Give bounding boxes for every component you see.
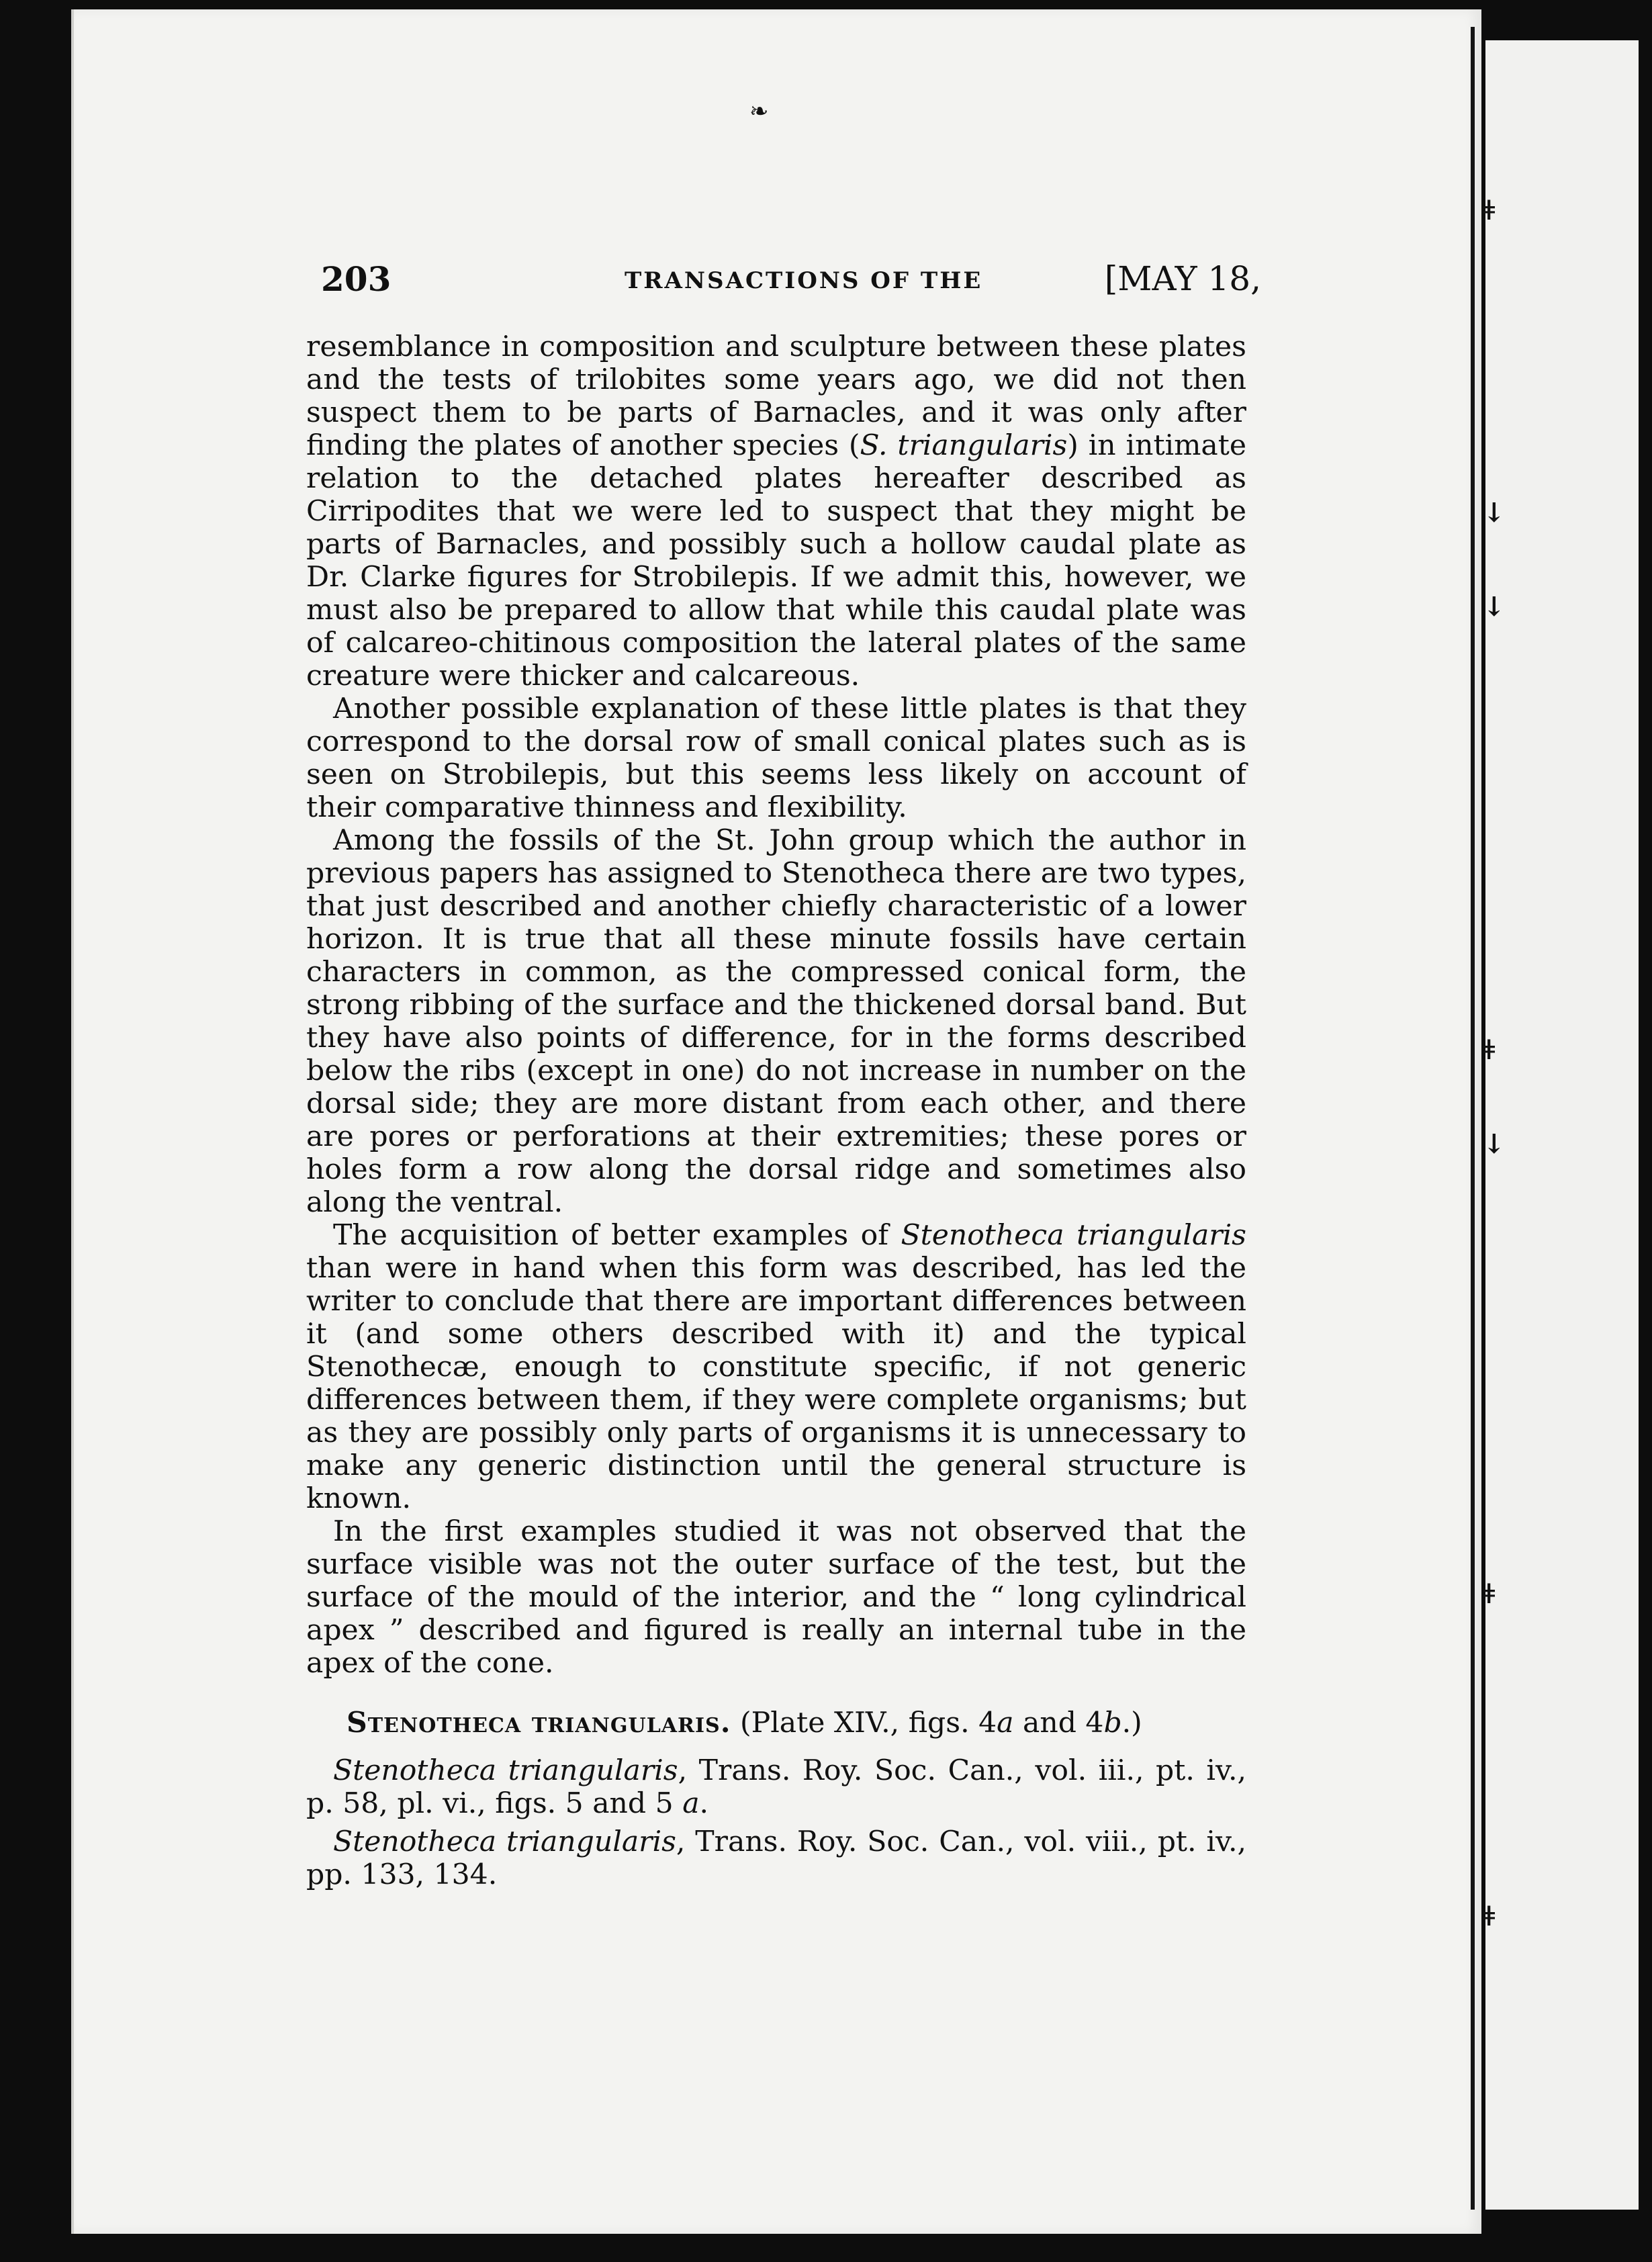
synonymy-entry: Stenotheca triangularis, Trans. Roy. Soc. Can., vol. viii., pt. iv., pp. 133, 134. <box>306 1825 1246 1891</box>
paragraph-5: In the first examples studied it was not observed that the surface visible was not the outer surface of the test, but the surface of the mould of the interior, and the “ long cylindrical apex ” described and figured is really an internal tube in the apex of the cone. <box>306 1515 1246 1680</box>
binding-tick: ↓ <box>1483 591 1506 623</box>
ink-speck: ❧ <box>749 98 769 125</box>
paragraph-2: Another possible explanation of these little plates is that they correspond to the dorsal row of small conical plates such as is seen on Strobilepis, but this seems less likely on account of their comparative thinness and flexibility. <box>306 692 1246 824</box>
running-title: TRANSACTIONS OF THE <box>625 267 983 294</box>
synonymy-entry: Stenotheca triangularis, Trans. Roy. Soc. Can., vol. iii., pt. iv., p. 58, pl. vi., figs. 5 and 5 a. <box>306 1754 1247 1820</box>
paragraph-3: Among the fossils of the St. John group which the author in previous papers has assigned to Stenotheca there are two types, that just described and another chiefly characteristic of a lower horizon. It is true that all these minute fossils have certain characters in common, as the compressed conical form, the strong ribbing of the surface and the thickened dorsal band. But they have also points of difference, for in the forms described below the ribs (except in one) do not increase in number on the dorsal side; they are more distant from each other, and there are pores or perforations at their extremities; these pores or holes form a row along the dorsal ridge and sometimes also along the ventral. <box>306 824 1246 1219</box>
binding-tick: ↓ <box>1483 497 1506 529</box>
binding-tick: ǂ <box>1483 195 1496 226</box>
adjacent-page-edge <box>1485 40 1639 2210</box>
page-number: 203 <box>321 259 392 299</box>
paragraph-4: The acquisition of better examples of Stenotheca triangularis than were in hand when this form was described, has led the writer to conclude that there are important differences between it (and some others described with it) and the typical Stenothecæ, enough to constitute specific, if not generic differences between them, if they were complete organisms; but as they are possibly only parts of organisms it is unnecessary to make any generic distinction until the general structure is known. <box>306 1219 1246 1515</box>
page-header <box>321 259 1261 306</box>
page-fold-shadow <box>1471 27 1475 2210</box>
binding-tick: ↓ <box>1483 1128 1506 1160</box>
header-date: [MAY 18, <box>1104 259 1261 298</box>
paragraph-1: resemblance in composition and sculpture between these plates and the tests of trilobites some years ago, we did not then suspect them to be parts of Barnacles, and it was only after finding the plates of another species (S. triangularis) in intimate relation to the detached plates hereafter described as Cirripodites that we were led to suspect that they might be parts of Barnacles, and possibly such a hollow caudal plate as Dr. Clarke figures for Strobilepis. If we admit this, however, we must also be prepared to allow that while this caudal plate was of calcareo-chitinous composition the lateral plates of the same creature were thicker and calcareous. <box>306 330 1246 692</box>
binding-tick: ǂ <box>1483 1901 1496 1932</box>
binding-tick: ǂ <box>1483 1578 1496 1610</box>
binding-tick: ǂ <box>1483 1034 1496 1066</box>
species-heading: Stenotheca triangularis. (Plate XIV., figs. 4a and 4b.) <box>347 1706 1142 1739</box>
body-text <box>306 330 1246 1891</box>
